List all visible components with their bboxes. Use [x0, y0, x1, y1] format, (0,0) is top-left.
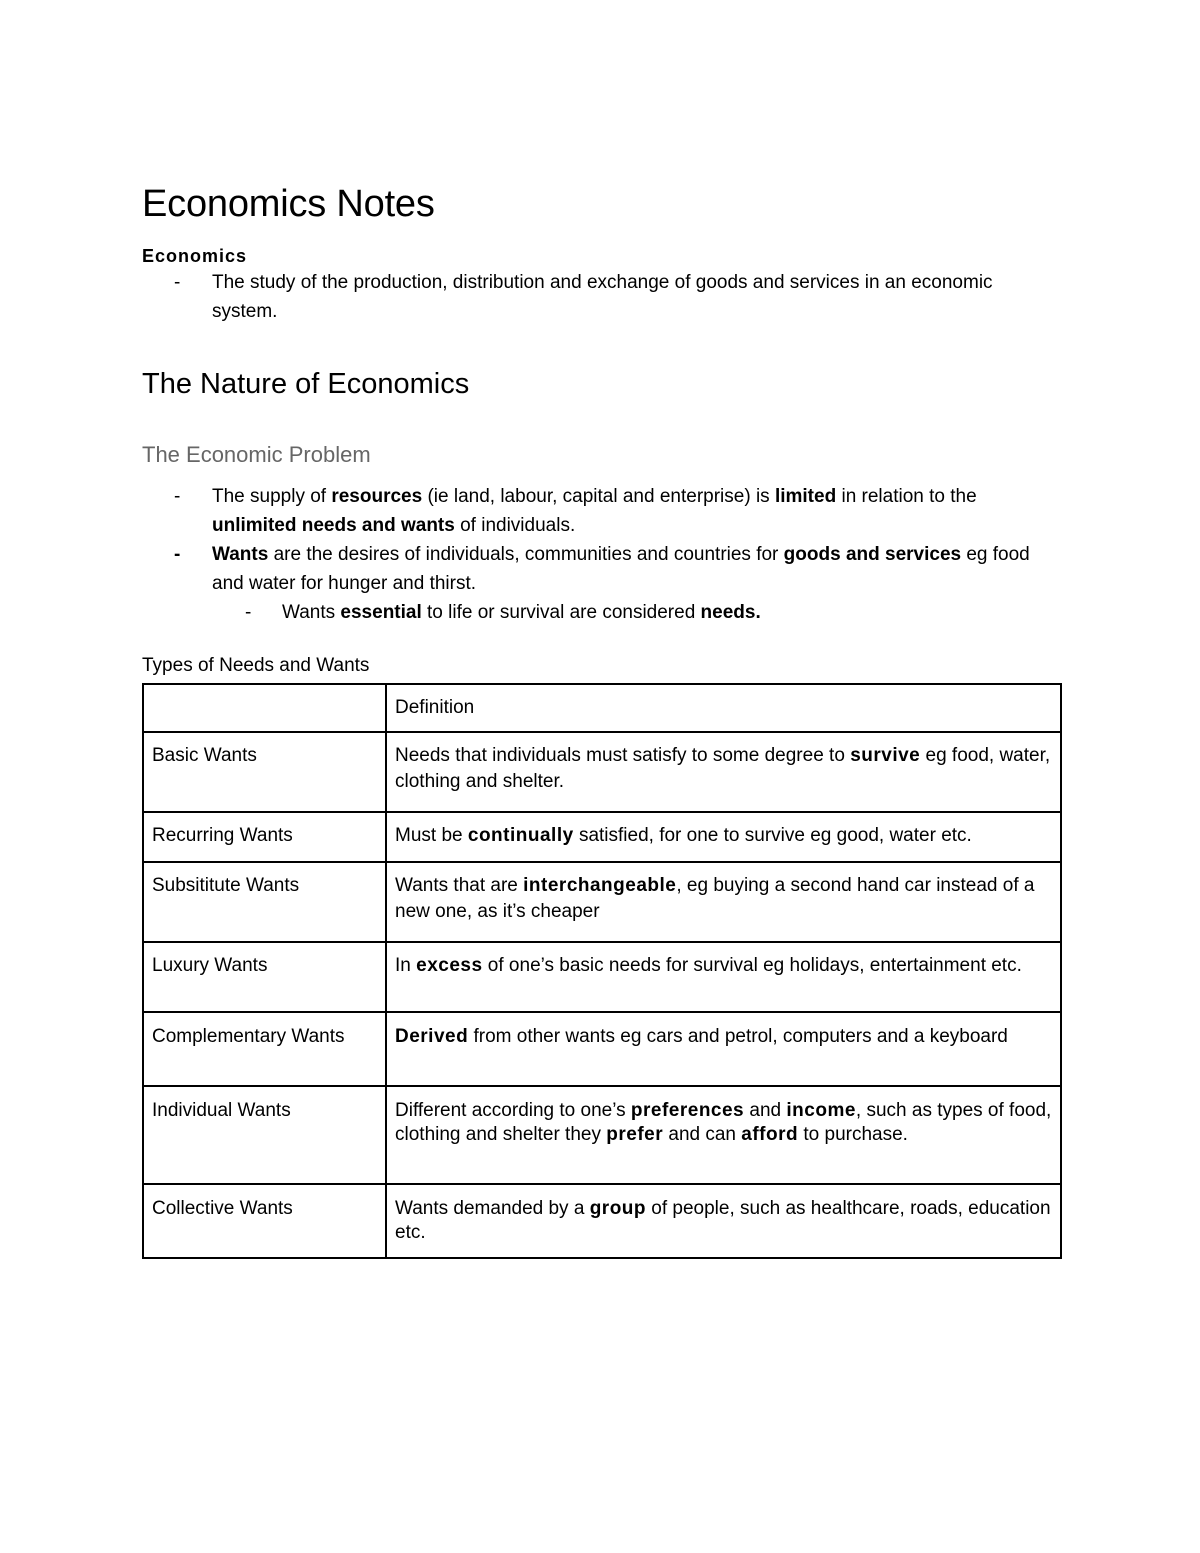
want-type-cell: Complementary Wants	[143, 1012, 386, 1086]
bullet-dash: -	[174, 486, 181, 507]
bullet-text: in relation to the	[836, 486, 977, 507]
cell-text: Wants demanded by a	[395, 1198, 590, 1219]
definition-cell	[386, 1184, 1061, 1258]
bullet-text: to life or survival are considered	[421, 602, 701, 623]
want-type-cell: Basic Wants	[143, 732, 386, 812]
bold-text: excess	[416, 955, 483, 976]
bullet-dash: -	[245, 602, 252, 623]
cell-text: Must be	[395, 825, 468, 846]
table-row	[143, 1012, 1061, 1086]
definition-text: The study of the production, distribution and exchange of goods and services in an economic system.	[212, 272, 993, 322]
cell-text: , such as types of food, clothing and shelter they	[395, 1100, 1052, 1145]
cell-text: satisfied, for one to survive eg good, water etc.	[573, 825, 972, 846]
bold-text: prefer	[606, 1124, 664, 1145]
bold-text: interchangeable	[523, 875, 677, 896]
table-header-row	[143, 684, 1061, 732]
bold-text: goods and services	[783, 544, 962, 565]
bullet-dash: -	[174, 272, 181, 293]
table-row	[143, 732, 1061, 812]
bold-text: limited	[774, 486, 837, 507]
cell-text: and can	[663, 1124, 742, 1145]
table-caption: Types of Needs and Wants	[142, 655, 370, 676]
definition-cell	[386, 812, 1061, 862]
cell-text: of people, such as healthcare, roads, education etc.	[395, 1198, 1051, 1243]
definition-cell	[386, 1012, 1061, 1086]
bullet-text: Wants	[282, 602, 341, 623]
bold-text: survive	[850, 745, 921, 766]
cell-text: from other wants eg cars and petrol, computers and a keyboard	[468, 1026, 1008, 1047]
term-heading: Economics	[142, 246, 248, 266]
bold-text: resources	[331, 486, 423, 507]
cell-text: In	[395, 955, 417, 976]
section-heading: The Nature of Economics	[142, 368, 470, 400]
want-type-cell: Collective Wants	[143, 1184, 386, 1258]
cell-text: of one’s basic needs for survival eg holidays, entertainment etc.	[482, 955, 1022, 976]
bold-text: essential	[340, 602, 422, 623]
want-type-cell: Subsititute Wants	[143, 862, 386, 942]
document-page	[142, 178, 1062, 1259]
definition-cell	[386, 732, 1061, 812]
definition-cell	[386, 1086, 1061, 1184]
sub-bullet-item	[142, 598, 1062, 627]
table-row	[143, 862, 1061, 942]
header-cell-type	[143, 684, 386, 732]
want-type-cell: Individual Wants	[143, 1086, 386, 1184]
bold-text: continually	[467, 825, 574, 846]
document-title: Economics Notes	[142, 183, 435, 225]
cell-text: Different according to one’s	[395, 1100, 631, 1121]
table-row	[143, 1086, 1061, 1184]
bullet-text: of individuals.	[454, 515, 576, 536]
cell-text: and	[744, 1100, 787, 1121]
cell-text: to purchase.	[798, 1124, 908, 1145]
subsection-heading: The Economic Problem	[142, 442, 371, 467]
bold-text: unlimited needs and wants	[212, 515, 455, 536]
bold-text: Derived	[395, 1026, 469, 1047]
want-type-cell: Luxury Wants	[143, 942, 386, 1012]
bullet-item	[142, 268, 1062, 326]
table-row	[143, 942, 1061, 1012]
bullet-text: The supply of	[212, 486, 332, 507]
table-row	[143, 812, 1061, 862]
bullet-item	[142, 540, 1062, 598]
bold-text: group	[589, 1198, 647, 1219]
bold-text: income	[786, 1100, 856, 1121]
bullet-text: eg food and water for hunger and thirst.	[212, 544, 1030, 594]
bullet-text: are the desires of individuals, communities and countries for	[268, 544, 784, 565]
definition-cell	[386, 942, 1061, 1012]
bold-text: preferences	[630, 1100, 745, 1121]
cell-text: Wants that are	[395, 875, 524, 896]
table-row	[143, 1184, 1061, 1258]
want-type-cell: Recurring Wants	[143, 812, 386, 862]
needs-wants-table	[142, 683, 1062, 1259]
cell-text: Needs that individuals must satisfy to some degree to	[395, 745, 851, 766]
header-cell-definition: Definition	[386, 684, 1061, 732]
bold-text: afford	[741, 1124, 799, 1145]
bold-text: needs.	[700, 602, 761, 623]
bullet-item	[142, 482, 1062, 540]
definition-cell	[386, 862, 1061, 942]
bullet-text: (ie land, labour, capital and enterprise) is	[422, 486, 775, 507]
bullet-dash: -	[174, 544, 181, 565]
bold-text: Wants	[212, 544, 269, 565]
cell-text: eg food, water, clothing and shelter.	[395, 745, 1051, 792]
cell-text: , eg buying a second hand car instead of a new one, as it’s cheaper	[395, 875, 1035, 922]
